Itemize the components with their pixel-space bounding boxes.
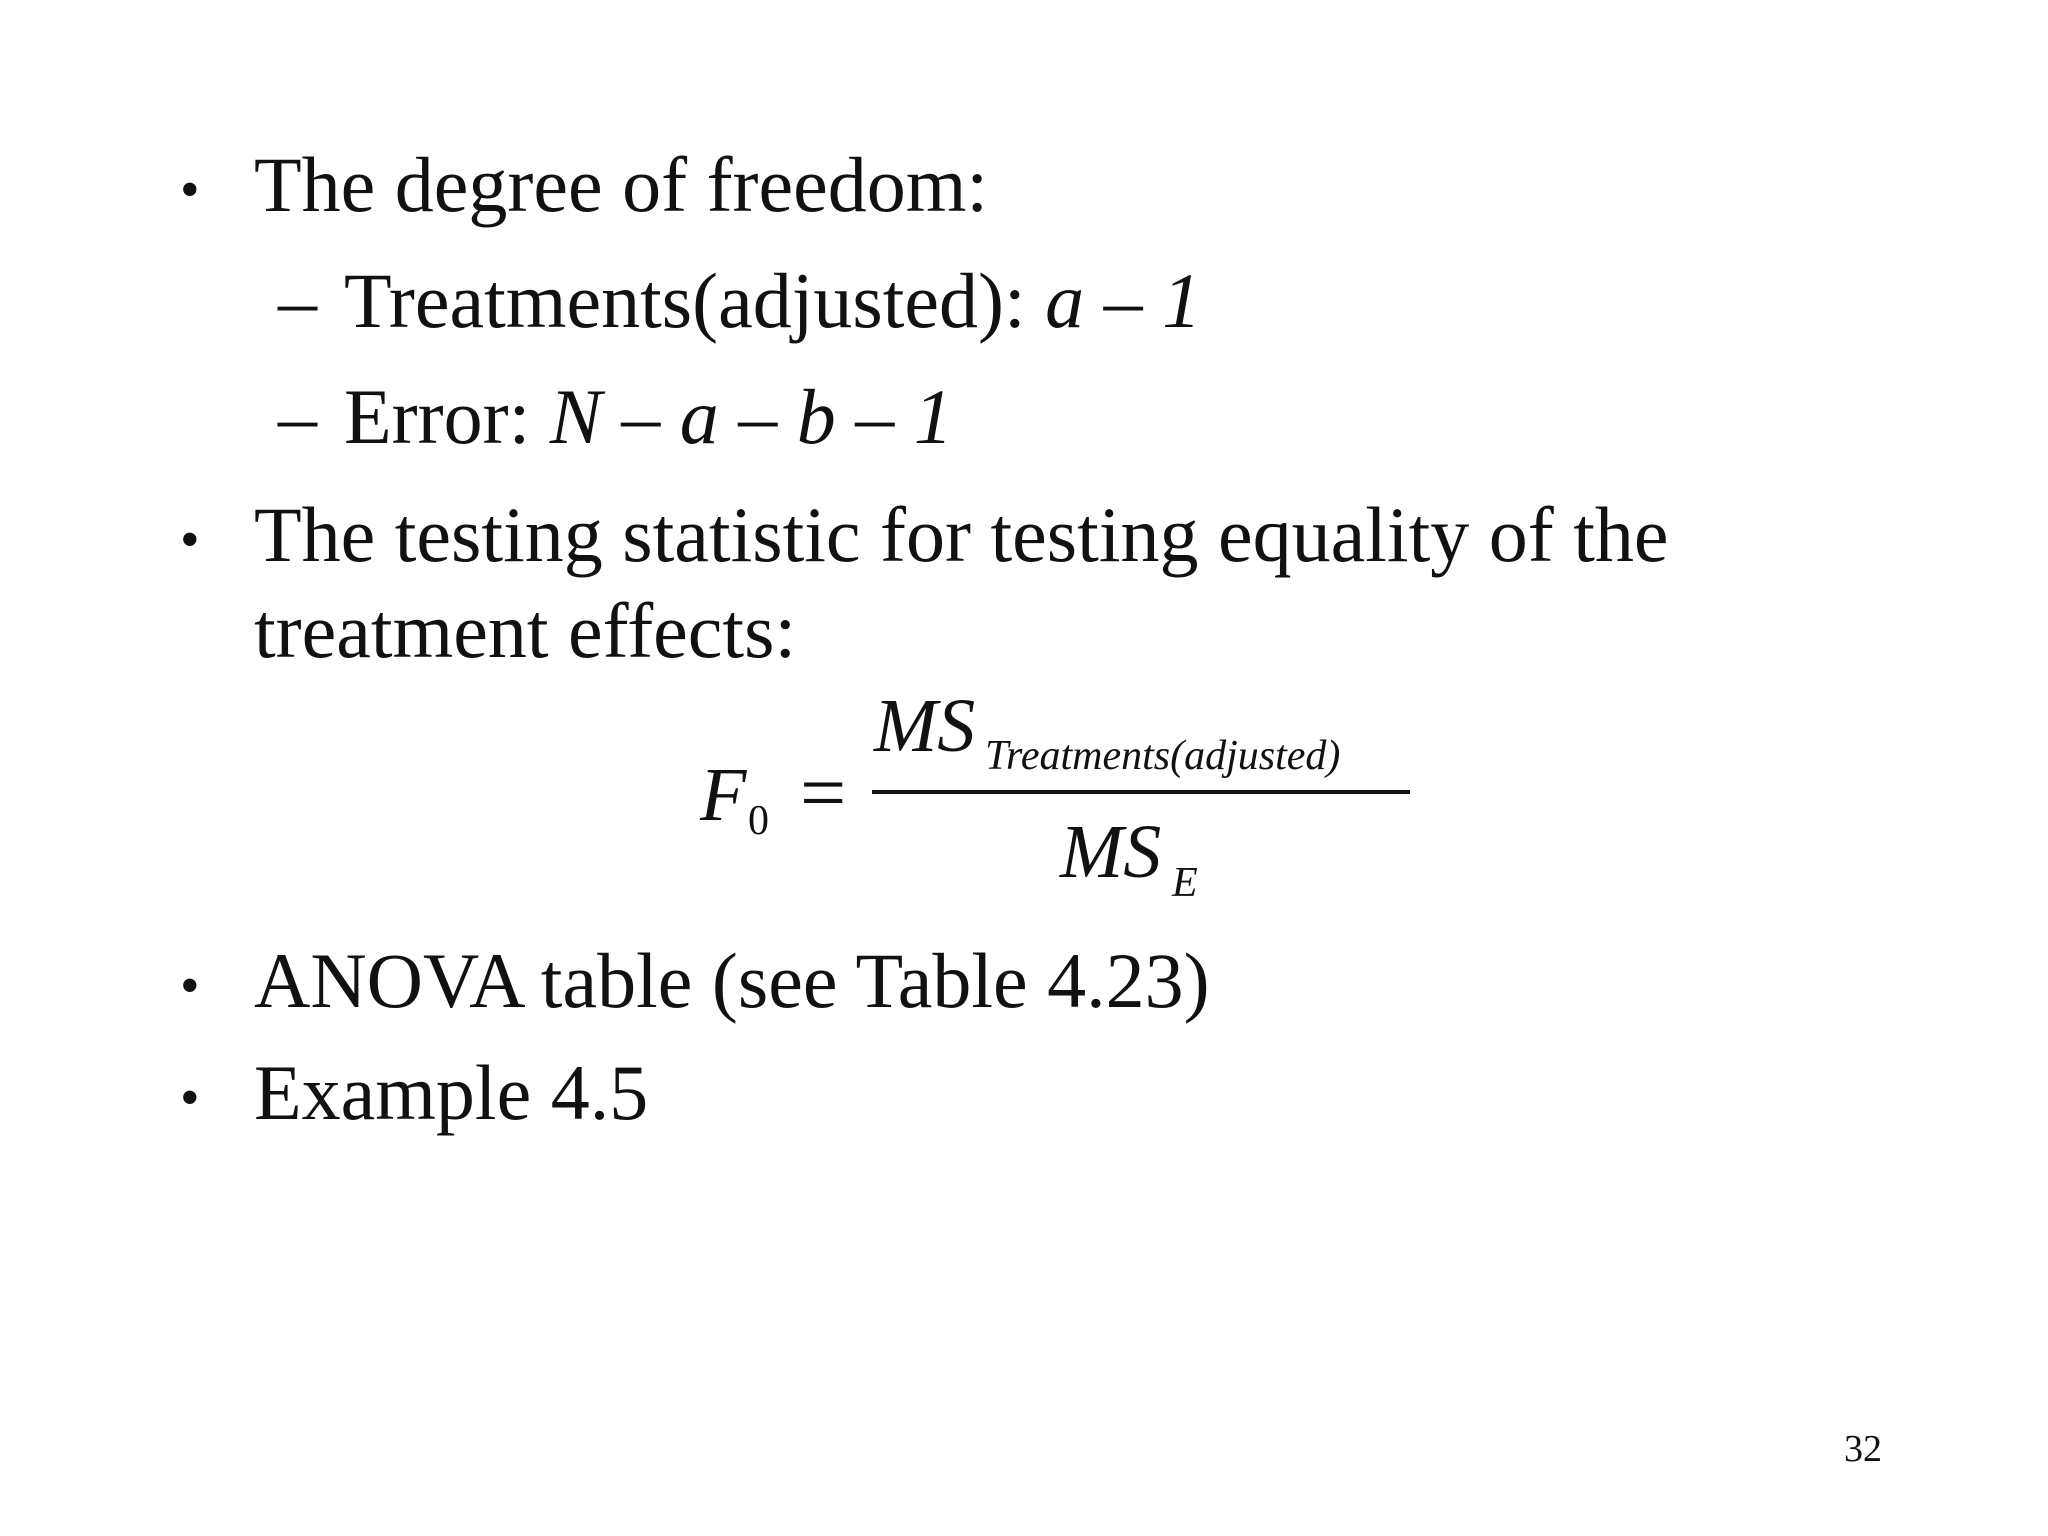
dash-2: –	[278, 373, 317, 460]
formula-lhs-subscript: 0	[748, 798, 769, 844]
subitem-treatments-label: Treatments(adjusted):	[344, 257, 1046, 344]
subitem-treatments	[344, 257, 1202, 344]
subitem-error-label: Error:	[344, 373, 550, 460]
subitem-error	[344, 373, 953, 460]
formula-equals: =	[800, 747, 847, 838]
bullet-degree-of-freedom: The degree of freedom:	[254, 141, 989, 228]
bullet-example: Example 4.5	[254, 1049, 649, 1136]
formula-fraction-bar	[872, 790, 1410, 794]
page-number: 32	[1844, 1428, 1882, 1470]
bullet-dot-3: •	[180, 955, 200, 1017]
formula-numerator: MS	[874, 684, 976, 768]
subitem-error-math: N – a – b – 1	[549, 373, 953, 460]
bullet-dot-2: •	[180, 509, 200, 571]
dash-1: –	[278, 257, 317, 344]
bullet-dot-4: •	[180, 1067, 200, 1129]
formula-denominator-subscript: E	[1172, 860, 1198, 906]
formula-numerator-subscript: Treatments(adjusted)	[985, 733, 1341, 779]
bullet-testing-statistic-line2: treatment effects:	[254, 587, 797, 674]
formula-denominator: MS	[1060, 810, 1162, 894]
subitem-treatments-math: a – 1	[1045, 257, 1202, 344]
bullet-testing-statistic-line1: The testing statistic for testing equality of the	[254, 491, 1669, 578]
bullet-anova-table: ANOVA table (see Table 4.23)	[254, 937, 1210, 1024]
formula-lhs: F	[700, 753, 747, 837]
bullet-dot-1: •	[180, 159, 200, 221]
